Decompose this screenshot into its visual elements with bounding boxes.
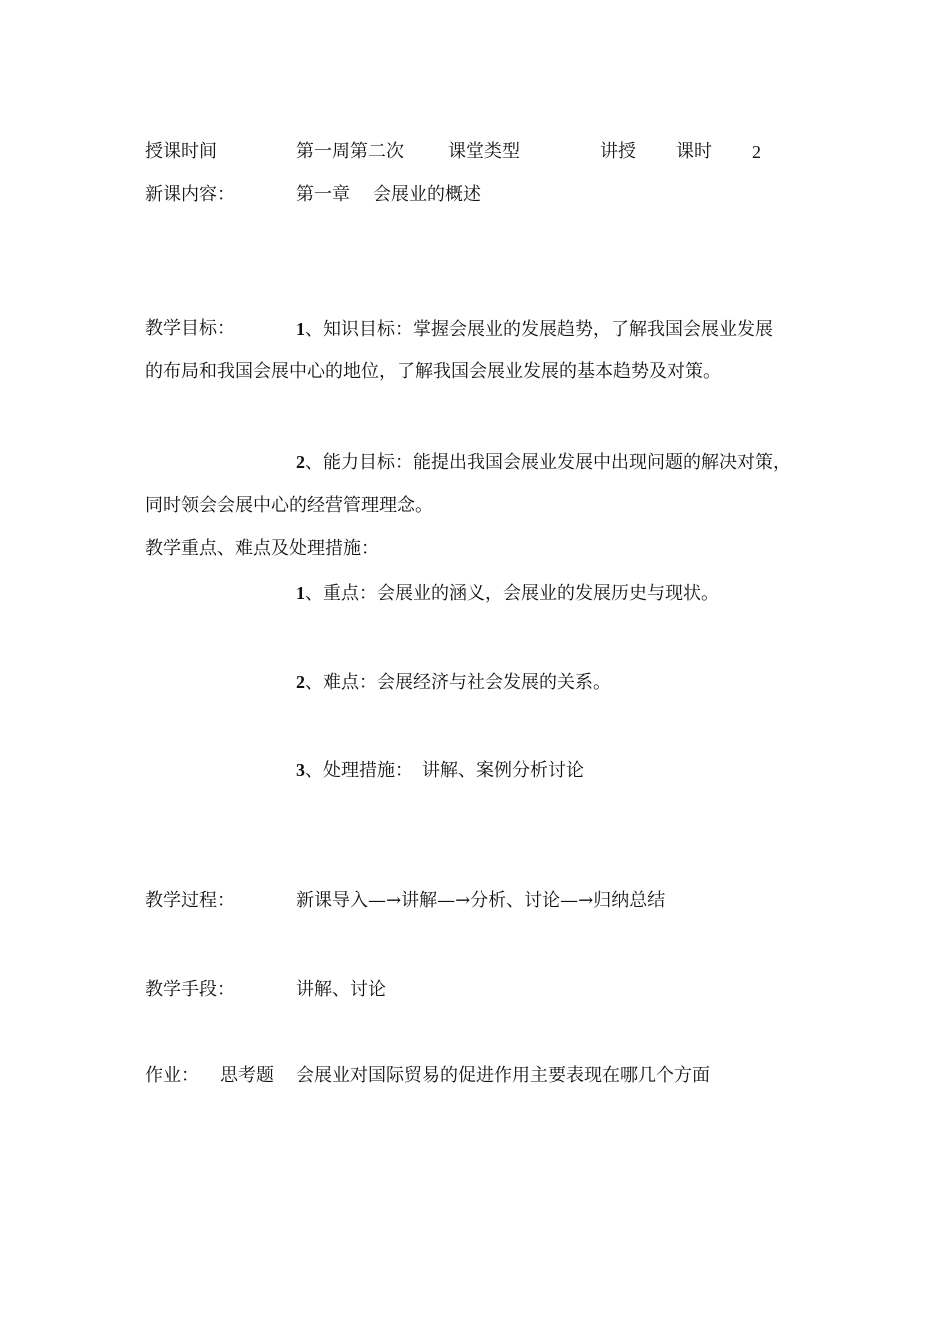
time-value: 第一周第二次 — [296, 141, 404, 162]
key-points-label: 教学重点、难点及处理措施： — [145, 538, 379, 559]
key-point-1 — [296, 584, 719, 603]
class-hours-value: 2 — [752, 142, 761, 162]
time-label: 授课时间 — [145, 141, 217, 162]
class-type-value: 讲授 — [600, 141, 636, 162]
process-label: 教学过程： — [145, 890, 235, 911]
homework-type: 思考题 — [220, 1065, 274, 1086]
objective-2-number: 2 — [296, 452, 305, 472]
means-label: 教学手段： — [145, 979, 235, 1000]
class-hours-label: 课时 — [676, 141, 712, 162]
homework-question: 会展业对国际贸易的促进作用主要表现在哪几个方面 — [296, 1065, 710, 1086]
objective-1-line-1 — [296, 320, 773, 339]
key-point-3-number: 3 — [296, 760, 305, 780]
chapter-number: 第一章 — [296, 184, 350, 205]
objective-1-text: 、知识目标：掌握会展业的发展趋势，了解我国会展业发展 — [305, 319, 773, 340]
objective-2-line-1 — [296, 453, 791, 472]
objective-1-line-2: 的布局和我国会展中心的地位，了解我国会展业发展的基本趋势及对策。 — [145, 361, 721, 382]
homework-label: 作业： — [145, 1065, 199, 1086]
chapter-title: 会展业的概述 — [373, 184, 481, 205]
key-point-3 — [296, 761, 584, 780]
key-point-1-number: 1 — [296, 583, 305, 603]
process-value: 新课导入—→讲解—→分析、讨论—→归纳总结 — [296, 890, 666, 911]
key-point-2-number: 2 — [296, 672, 305, 692]
key-point-2 — [296, 673, 611, 692]
objective-2-line-2: 同时领会会展中心的经营管理理念。 — [145, 495, 433, 516]
objectives-label: 教学目标： — [145, 318, 235, 339]
key-point-3-text: 、处理措施： 讲解、案例分析讨论 — [305, 760, 584, 781]
objective-2-text: 、能力目标：能提出我国会展业发展中出现问题的解决对策， — [305, 452, 791, 473]
objective-1-number: 1 — [296, 319, 305, 339]
means-value: 讲解、讨论 — [296, 979, 386, 1000]
new-content-label: 新课内容： — [145, 184, 235, 205]
class-type-label: 课堂类型 — [448, 141, 520, 162]
key-point-2-text: 、难点：会展经济与社会发展的关系。 — [305, 672, 611, 693]
key-point-1-text: 、重点：会展业的涵义，会展业的发展历史与现状。 — [305, 583, 719, 604]
